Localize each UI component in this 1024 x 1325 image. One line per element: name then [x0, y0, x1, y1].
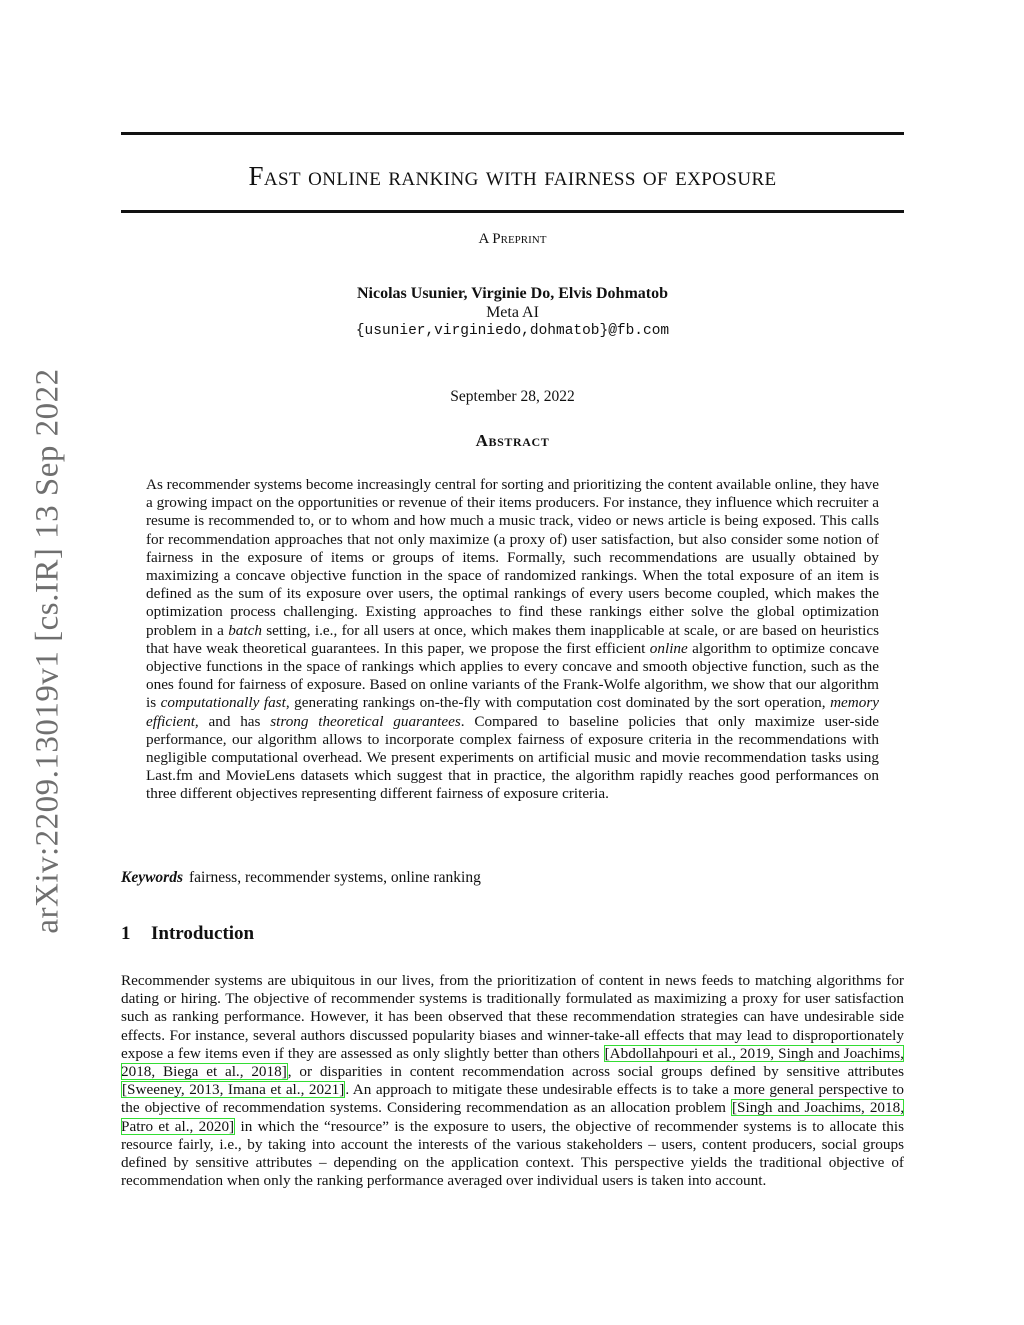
intro-part-1: Recommender systems are ubiquitous in our lives, from the prioritization of content in news feeds to matching algorithms for dating or hiring. The objective of recommender systems is traditionally formulated as maximizing a proxy for user satisfaction such as ranking performance. However, it has been observed that these recommendation strategies can have undesirable side effects. For instance, several authors discussed popularity biases and winner-take-all effects that may lead to disproportionately expose a few items even if they are assessed as only slightly better than others [121, 972, 904, 1062]
keywords-label: Keywords [121, 869, 183, 886]
abstract-part-3: algorithm to optimize concave objective functions in the space of rankings which applies to every concave and smooth objective function, such as the ones found for fairness of exposure. Based on online variants of the Frank-Wolfe algorithm, we show that our algorithm is [146, 639, 879, 712]
citation-link-group-2[interactable]: [Sweeney, 2013, Imana et al., 2021] [122, 1081, 345, 1099]
author-block [121, 284, 904, 341]
abstract-emph-online: online [649, 639, 688, 657]
abstract-emph-memory: memory efficient [146, 694, 880, 730]
keywords-line [121, 869, 904, 887]
section-title: Introduction [151, 923, 255, 944]
author-names: Nicolas Usunier, Virginie Do, Elvis Dohmatob [357, 285, 668, 302]
title-rule-top [121, 132, 904, 135]
preprint-label: A Preprint [478, 231, 547, 247]
abstract-heading: Abstract [475, 431, 550, 450]
intro-part-4: in which the “resource” is the exposure to users, the objective of recommender systems is to allocate this resource fairly, i.e., by taking into account the interests of the various stakeholders – users, content producers, social groups defined by sensitive attributes – depending on the application context. This perspective yields the traditional objective of recommendation when only the ranking performance averaged over individual users is taken into account. [121, 1117, 904, 1190]
abstract-emph-batch: batch [228, 621, 262, 639]
abstract-part-6: . Compared to baseline policies that only maximize user-side performance, our algorithm allows to incorporate complex fairness of exposure criteria in the recommendations with negligible computational overhead. We present experiments on artificial music and movie recommendation tasks using Last.fm and MovieLens datasets which suggest that in practice, the algorithm rapidly reaches good performances on three different objectives representing different fairness of exposure criteria. [146, 712, 879, 803]
abstract-emph-fast: computationally fast [160, 694, 286, 712]
abstract-part-2: setting, i.e., for all users at once, which makes them inapplicable at scale, or are based on heuristics that have weak theoretical guarantees. In this paper, we propose the first efficient [146, 621, 879, 657]
abstract-text [146, 476, 879, 804]
citation-link-group-3[interactable]: [Singh and Joachims, 2018, Patro et al., 2020] [121, 1099, 904, 1135]
title-rule-bottom [121, 210, 904, 213]
arxiv-identifier[interactable]: arXiv:2209.13019v1 [cs.IR] 13 Sep 2022 [29, 368, 66, 934]
author-emails: {usunier,virginiedo,dohmatob}@fb.com [355, 323, 670, 339]
abstract-emph-guarantees: strong theoretical guarantees [270, 712, 461, 730]
introduction-paragraph [121, 972, 904, 1190]
section-number: 1 [121, 923, 131, 944]
intro-part-3: . An approach to mitigate these undesirable effects is to take a more general perspective to the objective of recommendation systems. Considering recommendation as an allocation problem [121, 1081, 905, 1117]
citation-link-group-1[interactable]: [Abdollahpouri et al., 2019, Singh and Joachims, 2018, Biega et al., 2018] [121, 1044, 904, 1081]
paper-title: Fast online ranking with fairness of exposure [248, 161, 777, 191]
keywords-list: fairness, recommender systems, online ranking [189, 869, 481, 886]
paper-date: September 28, 2022 [450, 388, 575, 405]
section-heading-introduction [121, 923, 254, 945]
abstract-part-4: , generating rankings on-the-fly with computation cost dominated by the sort operation, [285, 694, 831, 712]
abstract-part-5: , and has [194, 712, 271, 730]
affiliation: Meta AI [486, 304, 539, 321]
intro-part-2: , or disparities in content recommendation across social groups defined by sensitive attributes [287, 1063, 905, 1081]
abstract-part-1: As recommender systems become increasingly central for sorting and prioritizing the content available online, they have a growing impact on the opportunities or revenue of their items producers. For instance, they influence which recruiter a resume is recommended to, or to whom and how much a music track, video or news article is being exposed. This calls for recommendation approaches that not only maximize (a proxy of) user satisfaction, but also consider some notion of fairness in the exposure of items or groups of items. Formally, such recommendations are usually obtained by maximizing a concave objective function in the space of randomized rankings. When the total exposure of an item is defined as the sum of its exposure over users, the optimal rankings of every users become coupled, which makes the optimization process challenging. Existing approaches to find these rankings either solve the global optimization problem in a [146, 476, 879, 639]
